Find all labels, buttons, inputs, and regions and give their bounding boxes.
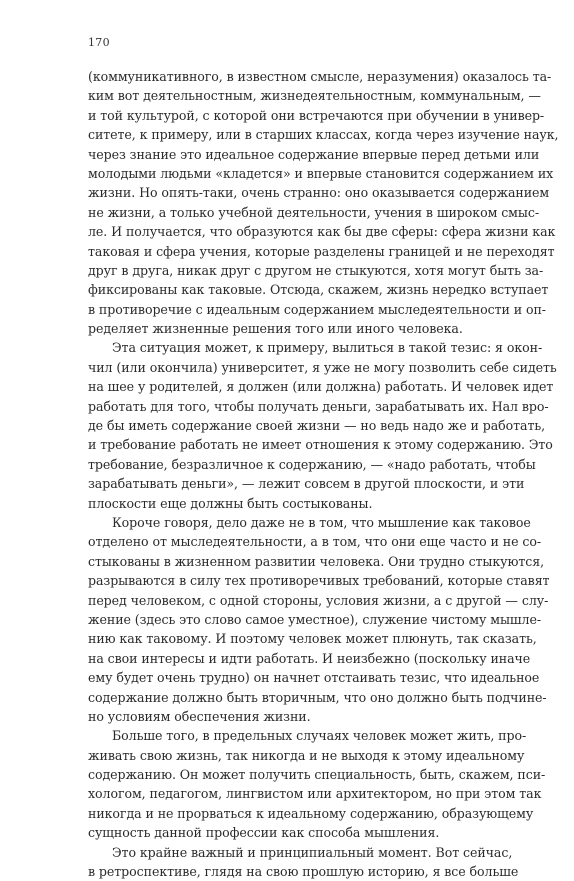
paragraph [88,726,546,842]
text-line: требование, безразличное к содержанию, — «надо работать, чтобы [88,456,536,472]
text-line: плоскости еще должны быть состыкованы. [88,495,373,511]
paragraph [88,843,519,881]
text-line: живать свою жизнь, так никогда и не выходя к этому идеальному [88,747,525,763]
text-line: сущность данной профессии как способа мышления. [88,825,440,841]
paragraph [88,513,550,726]
text-line: отделено от мыследеятельности, а в том, что они еще часто и не со- [88,534,542,550]
text-line: содержание должно быть вторичным, что оно должно быть подчине- [88,689,547,705]
text-line: молодыми людьми «кладется» и впервые становится содержанием их [88,165,554,181]
paragraph [88,67,559,338]
text-line: в ретроспективе, глядя на свою прошлую историю, я все больше [88,864,519,880]
text-line: не жизни, а только учебной деятельности, учения в широком смыс- [88,204,539,220]
text-line: жение (здесь это слово самое уместное), служение чистому мышле- [88,611,541,627]
text-line: хологом, педагогом, лингвистом или архитектором, но при этом так [88,786,542,802]
text-line: и требование работать не имеет отношения к этому содержанию. Это [88,437,553,453]
text-line: ким вот деятельностным, жизнедеятельностным, коммунальным, — [88,88,541,104]
body-text [88,67,559,881]
text-line: ределяет жизненные решения того или иного человека. [88,321,463,337]
page-number: 170 [88,36,110,49]
text-line: ситете, к примеру, или в старших классах, когда через изучение наук, [88,127,559,143]
text-line: (коммуникативного, в известном смысле, неразумения) оказалось та- [88,69,552,84]
text-line: таковая и сфера учения, которые разделены границей и не переходят [88,243,555,259]
text-line: Короче говоря, дело даже не в том, что мышление как таковое [112,514,531,530]
text-line: содержанию. Он может получить специальность, быть, скажем, пси- [88,767,546,783]
text-line: на свои интересы и идти работать. И неизбежно (поскольку иначе [88,650,531,666]
text-line: Это крайне важный и принципиальный момент. Вот сейчас, [112,844,513,860]
text-line: фиксированы как таковые. Отсюда, скажем, жизнь нередко вступает [88,282,549,298]
text-line: Больше того, в предельных случаях человек может жить, про- [112,728,527,744]
text-line: перед человеком, с одной стороны, условия жизни, а с другой — слу- [88,592,549,608]
text-line: разрываются в силу тех противоречивых требований, которые ставят [88,573,550,589]
text-line: жизни. Но опять-таки, очень странно: оно оказывается содержанием [88,185,550,201]
text-line: но условиям обеспечения жизни. [88,708,311,724]
text-line: друг в друга, никак друг с другом не стыкуются, хотя могут быть за- [88,262,544,278]
paragraph [88,338,557,513]
text-line: чил (или окончила) университет, я уже не могу позволить себе сидеть [88,359,557,375]
text-line: стыкованы в жизненном развитии человека. Они трудно стыкуются, [88,553,545,569]
text-line: ле. И получается, что образуются как бы две сферы: сфера жизни как [88,224,556,240]
text-line: на шее у родителей, я должен (или должна) работать. И человек идет [88,379,554,395]
text-line: де бы иметь содержание своей жизни — но ведь надо же и работать, [88,418,546,434]
text-line: работать для того, чтобы получать деньги, зарабатывать их. Нал вро- [88,398,549,414]
text-line: зарабатывать деньги», — лежит совсем в другой плоскости, и эти [88,476,525,492]
text-line: в противоречие с идеальным содержанием мыследеятельности и оп- [88,301,546,317]
text-line: Эта ситуация может, к примеру, вылиться в такой тезис: я окон- [112,340,543,356]
text-line: и той культурой, с которой они встречаются при обучении в универ- [88,107,545,123]
text-line: никогда и не прорваться к идеальному содержанию, образующему [88,805,534,821]
text-line: нию как таковому. И поэтому человек может плюнуть, так сказать, [88,631,537,647]
text-line: через знание это идеальное содержание впервые перед детьми или [88,146,540,162]
text-line: ему будет очень трудно) он начнет отстаивать тезис, что идеальное [88,670,540,686]
